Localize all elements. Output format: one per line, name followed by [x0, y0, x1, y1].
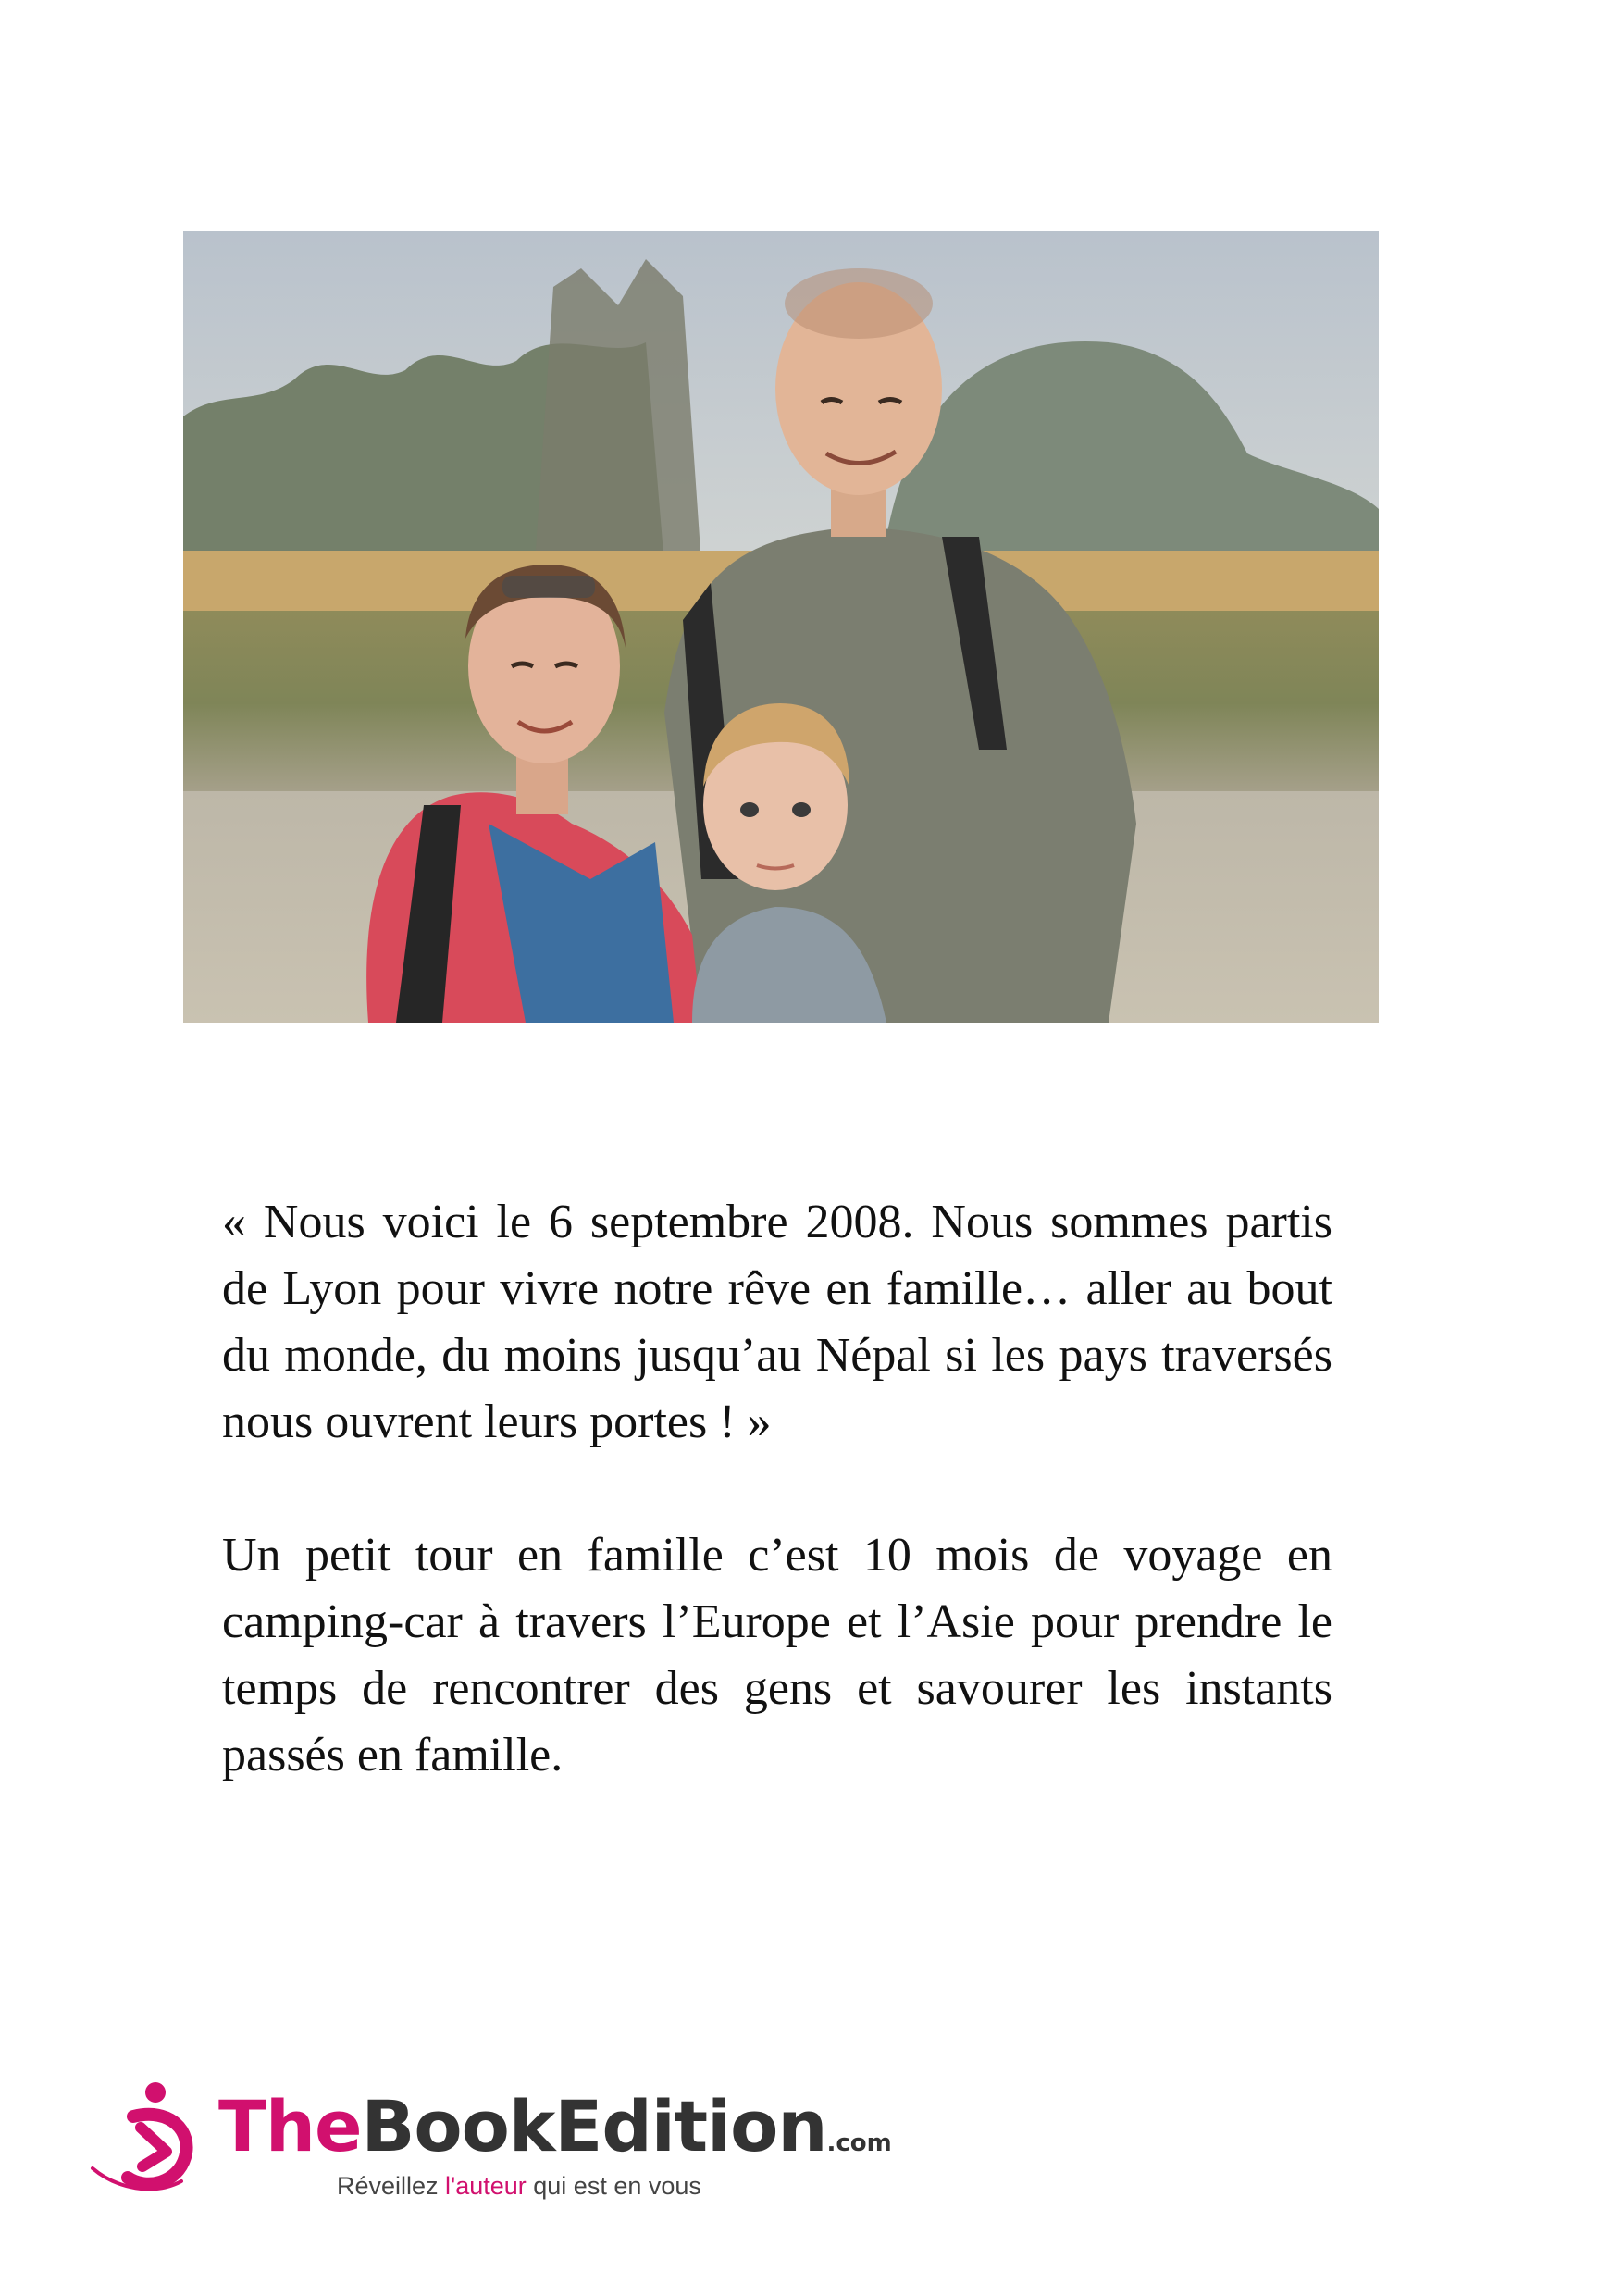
person-logo-icon: [89, 2078, 200, 2198]
back-cover-text: [222, 1189, 1332, 1789]
publisher-logo: [89, 2078, 892, 2216]
wordmark-the: The: [218, 2085, 362, 2167]
quote-paragraph: « Nous voici le 6 septembre 2008. Nous sommes partis de Lyon pour vivre notre rêve en famille… aller au bout du monde, du moins jusqu’au Népal si les pays traversés nous ouvrent leurs portes ! »: [222, 1196, 1332, 1448]
publisher-tagline: [337, 2172, 701, 2201]
family-photo: [183, 231, 1379, 1023]
tagline-before: Réveillez: [337, 2172, 446, 2200]
tagline-after: qui est en vous: [526, 2172, 701, 2200]
wordmark-com: .com: [826, 2129, 892, 2157]
wordmark-book: Book: [361, 2085, 555, 2167]
publisher-wordmark: [218, 2085, 892, 2185]
tagline-accent: l'auteur: [445, 2172, 527, 2200]
wordmark-edition: Edition: [554, 2085, 827, 2167]
summary-paragraph: Un petit tour en famille c’est 10 mois de voyage en camping-car à travers l’Europe et l’Asie pour prendre le temps de rencontrer des gens et savourer les instants passés en famille.: [222, 1529, 1332, 1781]
